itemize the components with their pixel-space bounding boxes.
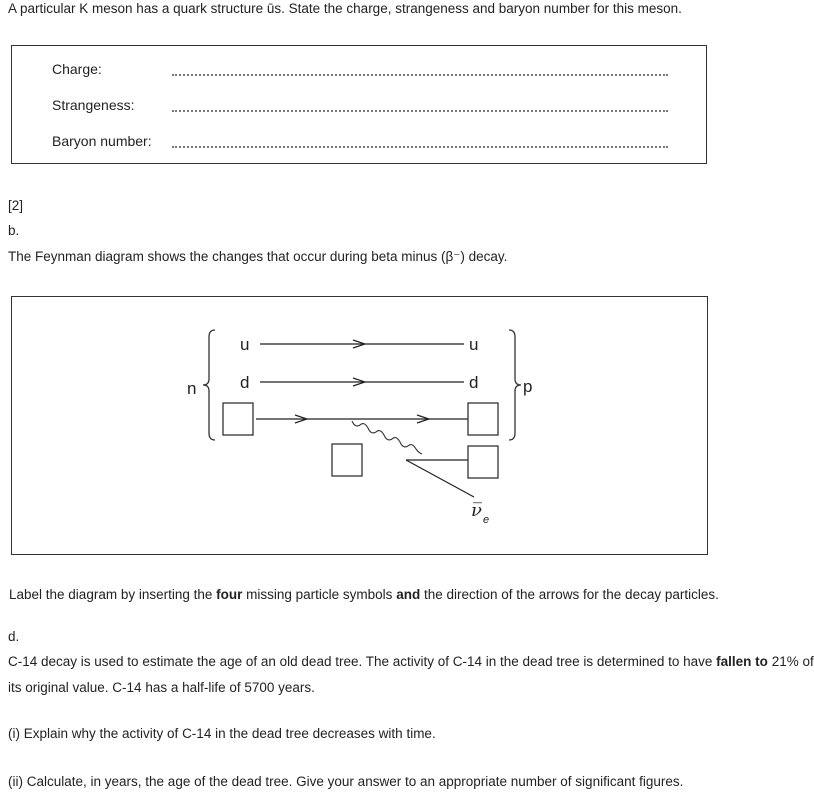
question-intro: A particular K meson has a quark structure ūs. State the charge, strangeness and baryon number for this meson.	[8, 1, 682, 16]
marks: [2]	[8, 198, 24, 213]
baryon-number-label: Baryon number:	[52, 133, 152, 149]
quark-d-left: d	[240, 373, 250, 392]
baryon-number-answer-line[interactable]	[172, 146, 668, 148]
blank-box-right-quark[interactable]	[468, 403, 498, 435]
strangeness-label: Strangeness:	[52, 97, 135, 113]
feynman-diagram-box	[11, 296, 708, 555]
blank-box-electron[interactable]	[468, 446, 498, 478]
right-brace	[509, 330, 521, 440]
c14-line-1: C-14 decay is used to estimate the age of an old dead tree. The activity of C-14 in the dead tree is determined to have fallen to 21% of	[8, 654, 814, 669]
quark-u-right: u	[469, 335, 479, 354]
part-b-label: b.	[8, 223, 20, 238]
question-ii: (ii) Calculate, in years, the age of the dead tree. Give your answer to an appropriate number of significant figures.	[8, 774, 684, 789]
blank-box-w-boson[interactable]	[332, 444, 362, 476]
feynman-intro: The Feynman diagram shows the changes that occur during beta minus (β⁻) decay.	[8, 249, 508, 264]
quark-d-right: d	[469, 373, 479, 392]
antineutrino-line	[406, 460, 474, 497]
neutron-label: n	[187, 379, 197, 398]
strangeness-answer-line[interactable]	[172, 110, 668, 112]
c14-line-2: its original value. C-14 has a half-life of 5700 years.	[8, 680, 315, 695]
left-brace	[203, 330, 215, 440]
feynman-diagram	[12, 297, 707, 554]
antineutrino-subscript: e	[483, 514, 490, 526]
quark-u-left: u	[240, 335, 250, 354]
question-i: (i) Explain why the activity of C-14 in the dead tree decreases with time.	[8, 726, 436, 741]
antineutrino-symbol: ν̅	[471, 500, 482, 521]
blank-box-left-quark[interactable]	[223, 403, 253, 435]
charge-answer-line[interactable]	[172, 74, 668, 76]
proton-label: p	[523, 377, 533, 396]
answer-box	[11, 45, 707, 164]
charge-label: Charge:	[52, 61, 102, 77]
instruction: Label the diagram by inserting the four missing particle symbols and the direction of the arrows for the decay particles.	[9, 587, 719, 602]
part-d-label: d.	[8, 629, 20, 644]
